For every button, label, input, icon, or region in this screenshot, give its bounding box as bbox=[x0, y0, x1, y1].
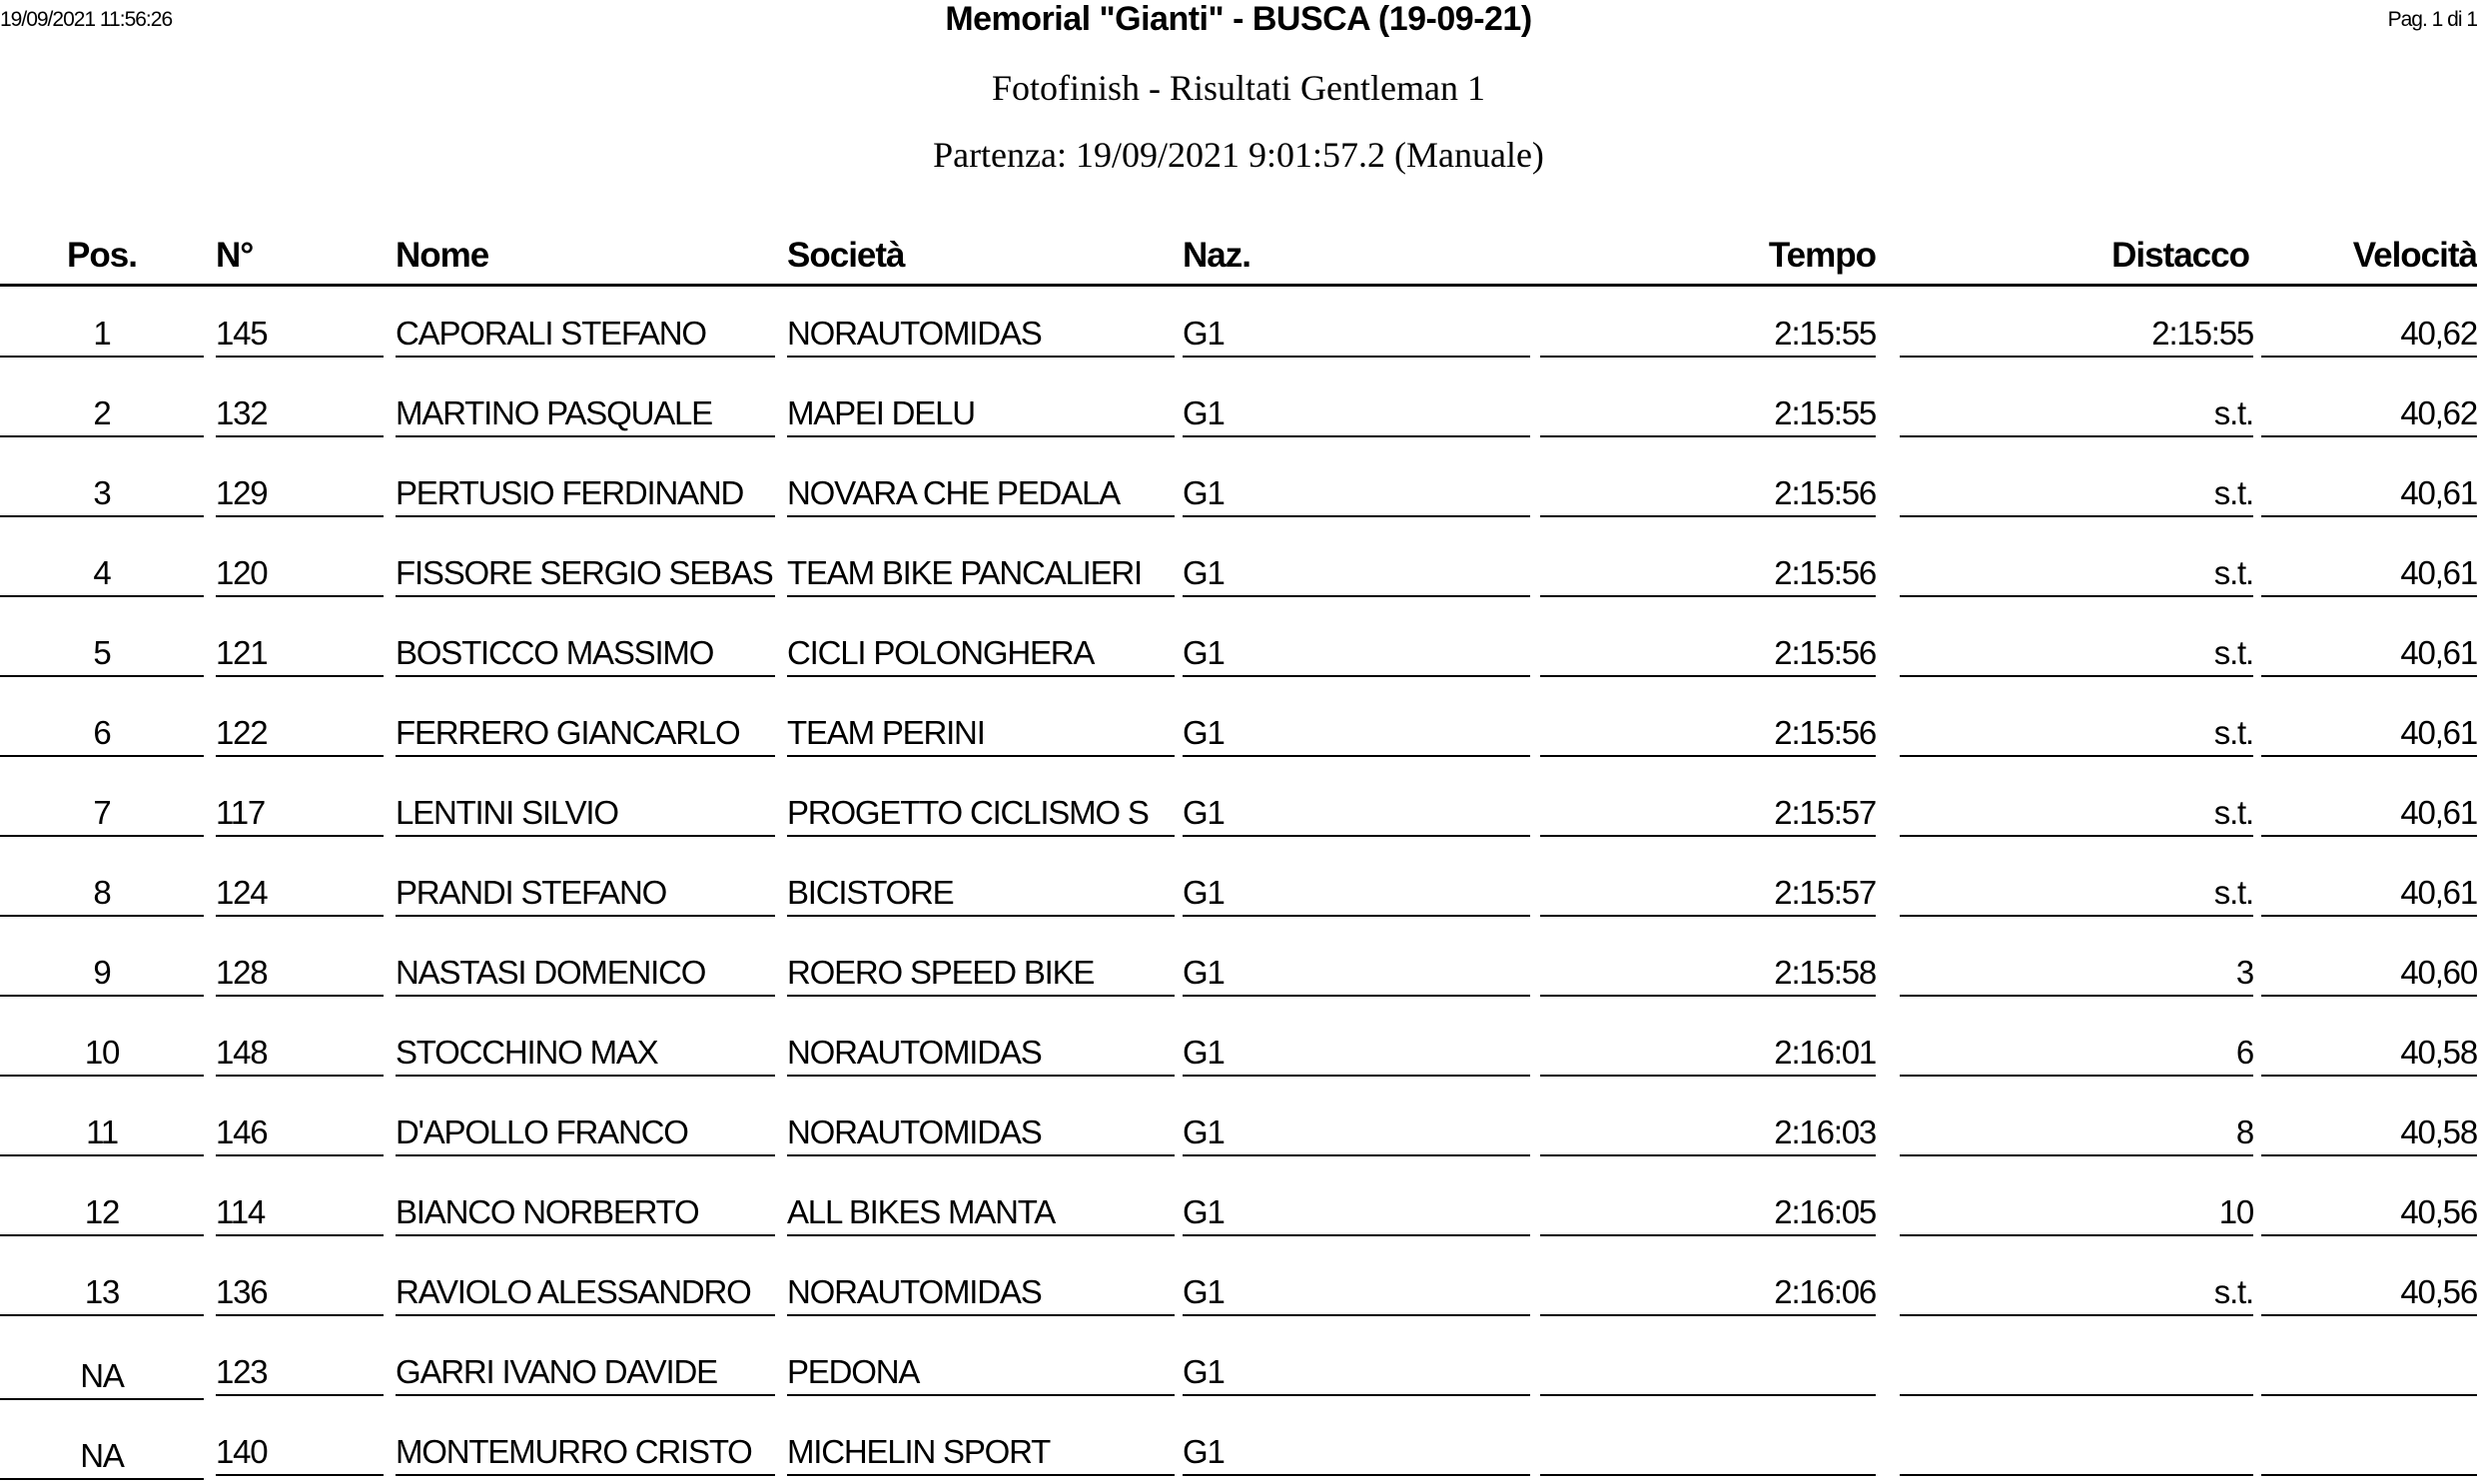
cell-name: MARTINO PASQUALE bbox=[396, 391, 775, 437]
cell-gap: 10 bbox=[1900, 1190, 2253, 1236]
cell-number: 146 bbox=[216, 1111, 384, 1156]
cell-gap: s.t. bbox=[1900, 631, 2253, 677]
cell-gap: s.t. bbox=[1900, 391, 2253, 437]
cell-gap: 2:15:55 bbox=[1900, 312, 2253, 358]
cell-nat: G1 bbox=[1183, 791, 1530, 837]
table-row bbox=[0, 1083, 2477, 1162]
cell-team: NOVARA CHE PEDALA bbox=[787, 471, 1175, 517]
table-row bbox=[0, 1242, 2477, 1322]
header-time: Tempo bbox=[1768, 236, 1876, 275]
header-nat: Naz. bbox=[1183, 236, 1250, 275]
cell-gap: s.t. bbox=[1900, 791, 2253, 837]
cell-name: STOCCHINO MAX bbox=[396, 1031, 775, 1077]
cell-name: RAVIOLO ALESSANDRO bbox=[396, 1270, 775, 1316]
header-speed: Velocità bbox=[2352, 236, 2477, 275]
cell-nat: G1 bbox=[1183, 631, 1530, 677]
cell-time: 2:15:56 bbox=[1540, 551, 1876, 597]
cell-speed: 40,60 bbox=[2261, 951, 2477, 997]
cell-name: BIANCO NORBERTO bbox=[396, 1190, 775, 1236]
cell-speed: 40,61 bbox=[2261, 871, 2477, 917]
cell-team: ROERO SPEED BIKE bbox=[787, 951, 1175, 997]
cell-team: NORAUTOMIDAS bbox=[787, 1270, 1175, 1316]
cell-nat: G1 bbox=[1183, 1430, 1530, 1476]
cell-team: MAPEI DELU bbox=[787, 391, 1175, 437]
table-row bbox=[0, 523, 2477, 603]
cell-name: LENTINI SILVIO bbox=[396, 791, 775, 837]
cell-time bbox=[1540, 1350, 1876, 1396]
cell-time: 2:15:56 bbox=[1540, 631, 1876, 677]
cell-name: CAPORALI STEFANO bbox=[396, 312, 775, 358]
header-team: Società bbox=[787, 236, 905, 275]
cell-speed: 40,61 bbox=[2261, 631, 2477, 677]
cell-name: NASTASI DOMENICO bbox=[396, 951, 775, 997]
cell-number: 114 bbox=[216, 1190, 384, 1236]
cell-speed: 40,61 bbox=[2261, 551, 2477, 597]
cell-number: 121 bbox=[216, 631, 384, 677]
cell-speed: 40,58 bbox=[2261, 1111, 2477, 1156]
cell-gap: 3 bbox=[1900, 951, 2253, 997]
cell-team: CICLI POLONGHERA bbox=[787, 631, 1175, 677]
cell-name: FERRERO GIANCARLO bbox=[396, 711, 775, 757]
cell-team: MICHELIN SPORT bbox=[787, 1430, 1175, 1476]
cell-name: MONTEMURRO CRISTO bbox=[396, 1430, 775, 1476]
header-pos: Pos. bbox=[67, 236, 137, 275]
cell-time: 2:16:03 bbox=[1540, 1111, 1876, 1156]
header-number: N° bbox=[216, 236, 254, 275]
cell-speed: 40,62 bbox=[2261, 391, 2477, 437]
cell-team: NORAUTOMIDAS bbox=[787, 1031, 1175, 1077]
cell-time: 2:16:05 bbox=[1540, 1190, 1876, 1236]
cell-number: 145 bbox=[216, 312, 384, 358]
cell-nat: G1 bbox=[1183, 391, 1530, 437]
cell-gap: s.t. bbox=[1900, 1270, 2253, 1316]
cell-speed: 40,62 bbox=[2261, 312, 2477, 358]
table-row bbox=[0, 683, 2477, 763]
cell-time: 2:15:56 bbox=[1540, 471, 1876, 517]
cell-gap: 8 bbox=[1900, 1111, 2253, 1156]
cell-pos: 11 bbox=[0, 1111, 204, 1156]
cell-team: PROGETTO CICLISMO S bbox=[787, 791, 1175, 837]
cell-name: D'APOLLO FRANCO bbox=[396, 1111, 775, 1156]
cell-pos: 7 bbox=[0, 791, 204, 837]
cell-team: NORAUTOMIDAS bbox=[787, 1111, 1175, 1156]
cell-pos: 9 bbox=[0, 951, 204, 997]
cell-gap: s.t. bbox=[1900, 471, 2253, 517]
cell-nat: G1 bbox=[1183, 871, 1530, 917]
cell-speed: 40,61 bbox=[2261, 711, 2477, 757]
cell-name: FISSORE SERGIO SEBAS bbox=[396, 551, 775, 597]
cell-team: BICISTORE bbox=[787, 871, 1175, 917]
cell-time: 2:15:55 bbox=[1540, 391, 1876, 437]
cell-time: 2:15:57 bbox=[1540, 791, 1876, 837]
cell-team: TEAM PERINI bbox=[787, 711, 1175, 757]
start-info: Partenza: 19/09/2021 9:01:57.2 (Manuale) bbox=[933, 135, 1544, 175]
cell-pos: 2 bbox=[0, 391, 204, 437]
cell-pos: 5 bbox=[0, 631, 204, 677]
cell-number: 148 bbox=[216, 1031, 384, 1077]
cell-time: 2:15:57 bbox=[1540, 871, 1876, 917]
cell-number: 128 bbox=[216, 951, 384, 997]
cell-gap: 6 bbox=[1900, 1031, 2253, 1077]
print-date: 19/09/2021 11:56:26 bbox=[0, 8, 173, 31]
cell-time: 2:15:56 bbox=[1540, 711, 1876, 757]
cell-name: PERTUSIO FERDINAND bbox=[396, 471, 775, 517]
page-title: Memorial "Gianti" - BUSCA (19-09-21) bbox=[945, 0, 1532, 38]
cell-team: PEDONA bbox=[787, 1350, 1175, 1396]
cell-nat: G1 bbox=[1183, 1350, 1530, 1396]
cell-pos: 3 bbox=[0, 471, 204, 517]
cell-nat: G1 bbox=[1183, 951, 1530, 997]
cell-pos: NA bbox=[0, 1434, 204, 1480]
cell-gap: s.t. bbox=[1900, 551, 2253, 597]
cell-name: PRANDI STEFANO bbox=[396, 871, 775, 917]
table-row bbox=[0, 1162, 2477, 1242]
cell-pos: 13 bbox=[0, 1270, 204, 1316]
cell-speed: 40,61 bbox=[2261, 471, 2477, 517]
table-header bbox=[0, 228, 2477, 287]
cell-gap: s.t. bbox=[1900, 871, 2253, 917]
cell-time: 2:15:55 bbox=[1540, 312, 1876, 358]
cell-pos: 8 bbox=[0, 871, 204, 917]
cell-pos: 6 bbox=[0, 711, 204, 757]
header-gap: Distacco bbox=[2111, 236, 2249, 275]
cell-team: TEAM BIKE PANCALIERI bbox=[787, 551, 1175, 597]
cell-number: 132 bbox=[216, 391, 384, 437]
cell-pos: 1 bbox=[0, 312, 204, 358]
table-row bbox=[0, 923, 2477, 1003]
cell-nat: G1 bbox=[1183, 1111, 1530, 1156]
cell-number: 129 bbox=[216, 471, 384, 517]
cell-pos: 12 bbox=[0, 1190, 204, 1236]
cell-nat: G1 bbox=[1183, 1190, 1530, 1236]
cell-nat: G1 bbox=[1183, 1031, 1530, 1077]
cell-nat: G1 bbox=[1183, 1270, 1530, 1316]
cell-nat: G1 bbox=[1183, 312, 1530, 358]
cell-speed bbox=[2261, 1350, 2477, 1396]
header-name: Nome bbox=[396, 236, 489, 275]
cell-gap bbox=[1900, 1430, 2253, 1476]
cell-number: 124 bbox=[216, 871, 384, 917]
cell-pos: 10 bbox=[0, 1031, 204, 1077]
table-row bbox=[0, 1003, 2477, 1083]
table-row bbox=[0, 1322, 2477, 1402]
cell-time: 2:16:01 bbox=[1540, 1031, 1876, 1077]
table-row bbox=[0, 284, 2477, 364]
cell-name: GARRI IVANO DAVIDE bbox=[396, 1350, 775, 1396]
cell-speed: 40,58 bbox=[2261, 1031, 2477, 1077]
cell-time: 2:16:06 bbox=[1540, 1270, 1876, 1316]
cell-gap: s.t. bbox=[1900, 711, 2253, 757]
cell-name: BOSTICCO MASSIMO bbox=[396, 631, 775, 677]
cell-nat: G1 bbox=[1183, 711, 1530, 757]
cell-pos: 4 bbox=[0, 551, 204, 597]
table-row bbox=[0, 443, 2477, 523]
table-row bbox=[0, 843, 2477, 923]
cell-speed: 40,61 bbox=[2261, 791, 2477, 837]
cell-speed: 40,56 bbox=[2261, 1270, 2477, 1316]
cell-number: 140 bbox=[216, 1430, 384, 1476]
cell-time: 2:15:58 bbox=[1540, 951, 1876, 997]
table-row bbox=[0, 364, 2477, 443]
table-row bbox=[0, 603, 2477, 683]
cell-number: 117 bbox=[216, 791, 384, 837]
cell-team: ALL BIKES MANTA bbox=[787, 1190, 1175, 1236]
cell-nat: G1 bbox=[1183, 471, 1530, 517]
cell-team: NORAUTOMIDAS bbox=[787, 312, 1175, 358]
cell-number: 136 bbox=[216, 1270, 384, 1316]
table-row bbox=[0, 763, 2477, 843]
cell-pos: NA bbox=[0, 1354, 204, 1400]
cell-number: 123 bbox=[216, 1350, 384, 1396]
cell-gap bbox=[1900, 1350, 2253, 1396]
cell-number: 122 bbox=[216, 711, 384, 757]
cell-speed: 40,56 bbox=[2261, 1190, 2477, 1236]
results-table-body bbox=[0, 284, 2477, 1482]
cell-time bbox=[1540, 1430, 1876, 1476]
cell-nat: G1 bbox=[1183, 551, 1530, 597]
table-row bbox=[0, 1402, 2477, 1482]
page-number: Pag. 1 di 1 bbox=[2387, 8, 2477, 31]
cell-speed bbox=[2261, 1430, 2477, 1476]
page-subtitle: Fotofinish - Risultati Gentleman 1 bbox=[992, 68, 1485, 108]
cell-number: 120 bbox=[216, 551, 384, 597]
